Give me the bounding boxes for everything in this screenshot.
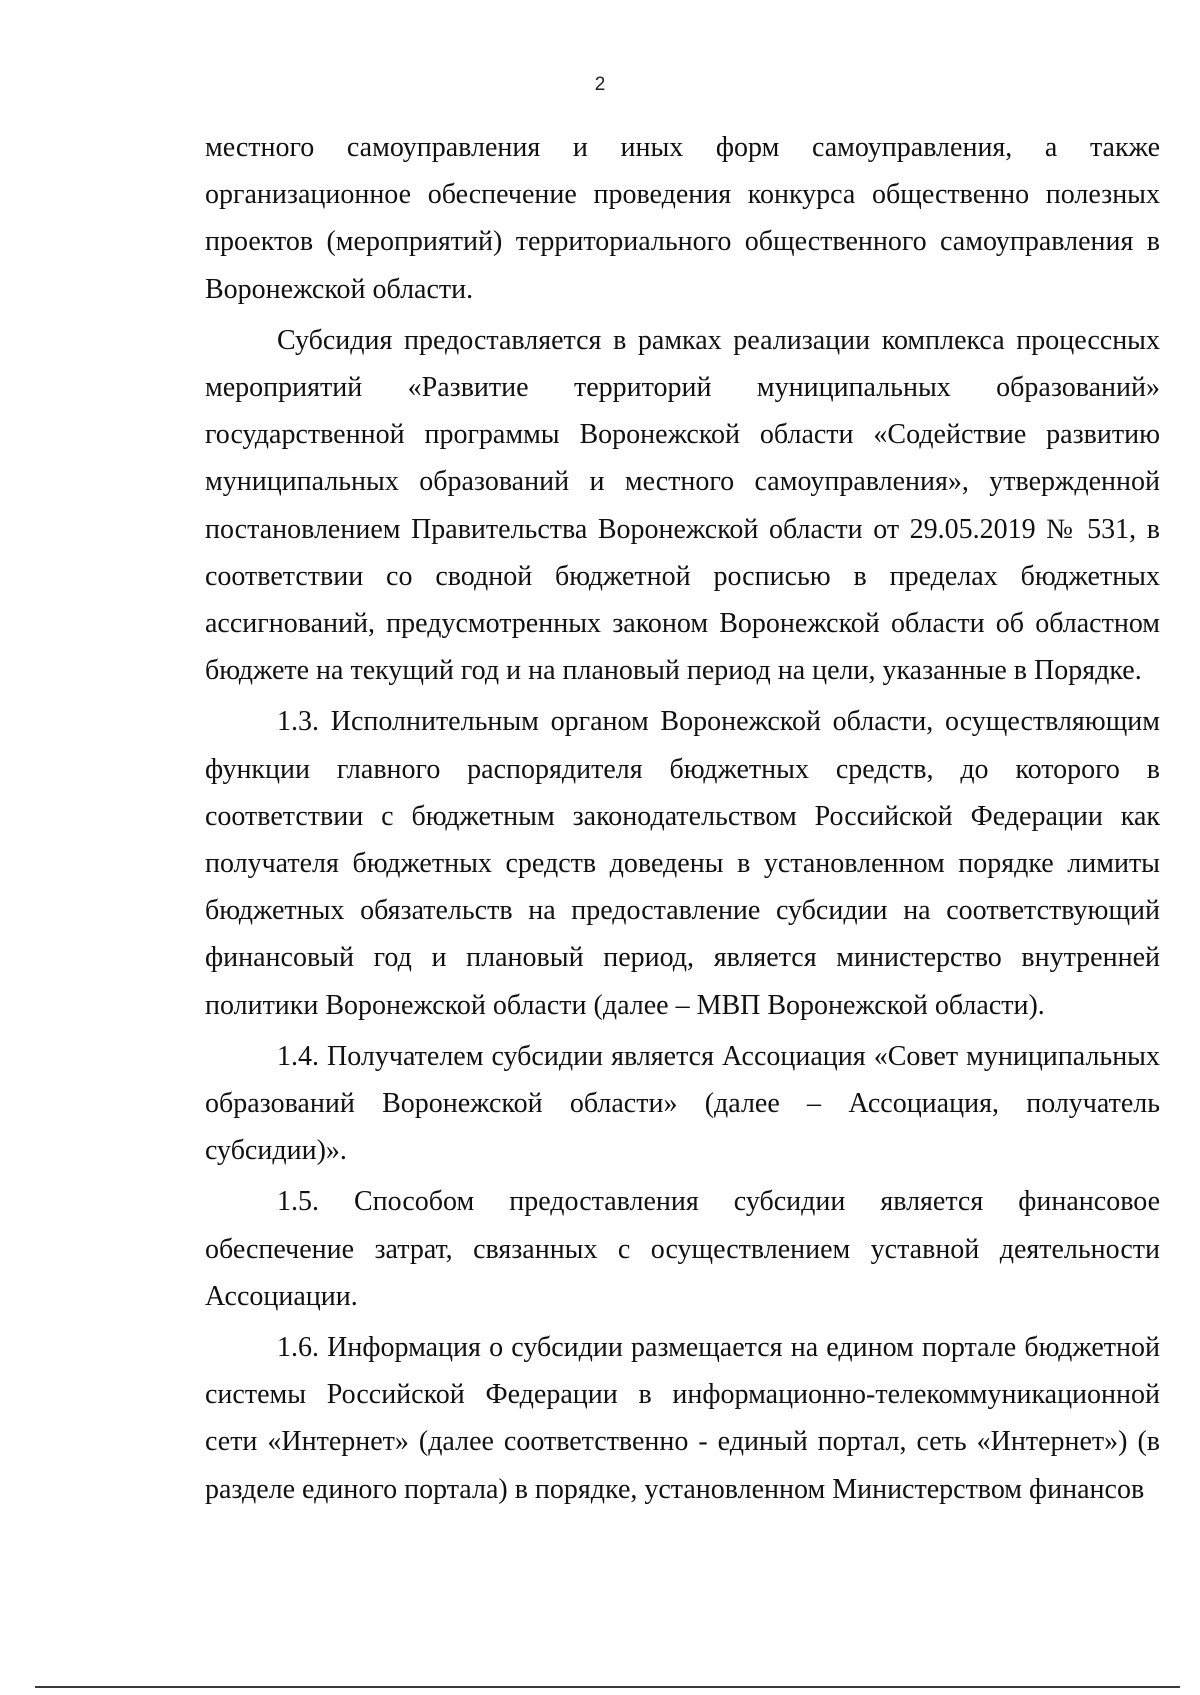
paragraph-1-6: 1.6. Информация о субсидии размещается на едином портале бюджетной системы Российской Федерации в информационно-телекоммуникационной сети «Интернет» (далее соответственно - единый портал, сеть «Интернет») (в разделе единого портала) в порядке, установленном Министерством финансов [205,1332,1160,1505]
paragraph-1-5: 1.5. Способом предоставления субсидии является финансовое обеспечение затрат, связанных с осуществлением уставной деятельности Ассоциации. [205,1186,1160,1312]
paragraph-continuation: местного самоуправления и иных форм самоуправления, а также организационное обеспечение проведения конкурса общественно полезных проектов (мероприятий) территориального общественного самоуправления в Воронежской области. [205,132,1160,305]
document-body [205,124,1160,1513]
paragraph-1-4: 1.4. Получателем субсидии является Ассоциация «Совет муниципальных образований Воронежской области» (далее – Ассоциация, получатель субсидии)». [205,1040,1160,1167]
page-number: 2 [594,74,606,95]
paragraph-subsidy-program: Субсидия предоставляется в рамках реализации комплекса процессных мероприятий «Развитие территорий муниципальных образований» государственной программы Воронежской области «Содействие развитию муниципальных образований и местного самоуправления», утвержденной постановлением Правительства Воронежской области от 29.05.2019 № 531, в соответствии со сводной бюджетной росписью в пределах бюджетных ассигнований, предусмотренных законом Воронежской области об областном бюджете на текущий год и на плановый период на цели, указанные в Порядке. [205,324,1160,687]
bottom-divider [35,1686,1180,1688]
paragraph-1-3: 1.3. Исполнительным органом Воронежской области, осуществляющим функции главного распорядителя бюджетных средств, до которого в соответствии с бюджетным законодательством Российской Федерации как получателя бюджетных средств доведены в установленном порядке лимиты бюджетных обязательств на предоставление субсидии на соответствующий финансовый год и плановый период, является министерство внутренней политики Воронежской области (далее – МВП Воронежской области). [205,706,1160,1021]
